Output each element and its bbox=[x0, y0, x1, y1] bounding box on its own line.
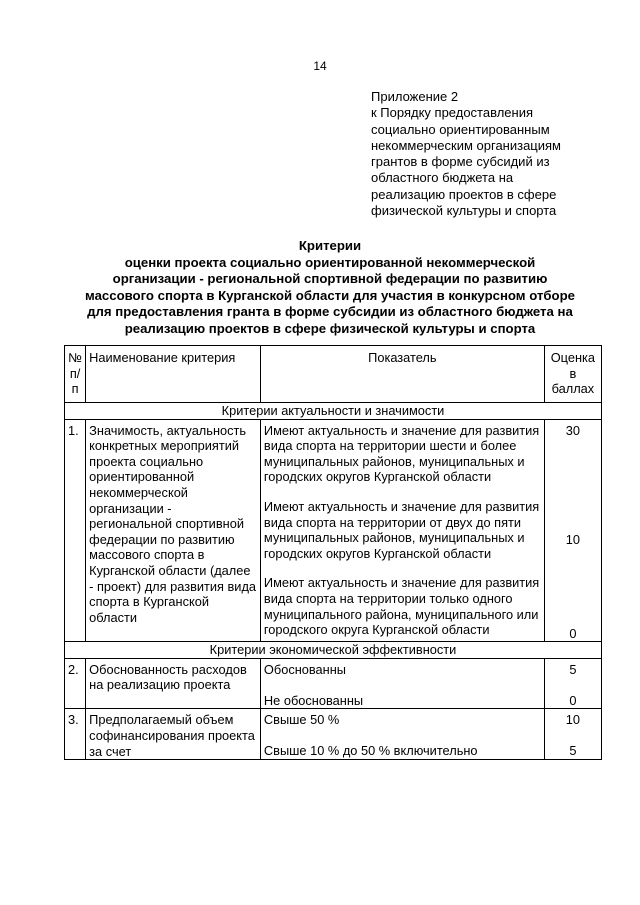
criterion-cell: Значимость, актуальность конкретных мероприятий проекта социально ориентированной некоммерческой организации - региональной спортивной федерации по развитию массового спорта в Курганской области (далее - проект) для развития вида спорта в Курганской области bbox=[86, 419, 261, 642]
page-number: 14 bbox=[313, 59, 327, 73]
title-line: массового спорта в Курганской области для участия в конкурсном отборе bbox=[84, 287, 576, 303]
indicator-text: Имеют актуальность и значение для развития вида спорта на территории шести и более муниципальных районов, муниципальных и городских округов Курганской области bbox=[263, 422, 540, 485]
table-row bbox=[65, 658, 602, 709]
row-num: 1. bbox=[65, 419, 86, 642]
score-value: 0 bbox=[569, 692, 577, 708]
score-value: 5 bbox=[569, 661, 577, 677]
appendix-line: Приложение 2 bbox=[371, 89, 459, 104]
appendix-line: реализацию проектов в сфере bbox=[371, 186, 557, 202]
indicator-cell bbox=[260, 658, 544, 709]
header-indicator: Показатель bbox=[260, 346, 544, 403]
appendix-line: некоммерческим организациям bbox=[371, 137, 561, 153]
appendix-line: социально ориентированным bbox=[371, 121, 550, 137]
table-row bbox=[65, 709, 602, 760]
indicator-text: Имеют актуальность и значение для развития вида спорта на территории только одного муниципального района, муниципального или городского округа Курганской области bbox=[263, 575, 540, 638]
score-cell bbox=[544, 709, 601, 760]
appendix-line: областного бюджета на bbox=[371, 170, 514, 186]
table-header-row bbox=[65, 346, 602, 403]
header-score: Оценка в баллах bbox=[544, 346, 601, 403]
appendix-line: грантов в форме субсидий из bbox=[371, 154, 550, 170]
document-title bbox=[60, 238, 600, 337]
score-cell bbox=[544, 419, 601, 642]
appendix-line: физической культуры и спорта bbox=[371, 203, 557, 219]
indicator-text: Свыше 10 % до 50 % включительно bbox=[263, 743, 478, 759]
indicator-text: Обоснованны bbox=[263, 661, 347, 677]
section-row bbox=[65, 642, 602, 659]
title-line: реализацию проектов в сфере физической культуры и спорта bbox=[124, 320, 536, 336]
indicator-text: Свыше 50 % bbox=[263, 712, 340, 728]
score-value: 10 bbox=[565, 712, 580, 728]
title-line: организации - региональной спортивной федерации по развитию bbox=[112, 271, 548, 286]
indicator-text: Имеют актуальность и значение для развития вида спорта на территории от двух до пяти муниципальных районов, муниципальных и городских округов Курганской области bbox=[263, 498, 540, 561]
section-row bbox=[65, 403, 602, 420]
row-num: 2. bbox=[65, 658, 86, 709]
title-line: для предоставления гранта в форме субсидии из областного бюджета на bbox=[87, 304, 573, 319]
header-criterion: Наименование критерия bbox=[86, 346, 261, 403]
indicator-text: Не обоснованны bbox=[263, 692, 364, 708]
criteria-table bbox=[64, 345, 602, 760]
section-title: Критерии экономической эффективности bbox=[65, 642, 602, 659]
indicator-cell bbox=[260, 419, 544, 642]
header-num: № п/п bbox=[65, 346, 86, 403]
appendix-header bbox=[371, 89, 611, 219]
title-line: Критерии bbox=[298, 238, 362, 253]
score-value: 30 bbox=[565, 422, 580, 438]
table-row bbox=[65, 419, 602, 642]
score-value: 5 bbox=[569, 743, 577, 759]
criterion-cell: Обоснованность расходов на реализацию проекта bbox=[86, 658, 261, 709]
score-cell bbox=[544, 658, 601, 709]
title-line: оценки проекта социально ориентированной некоммерческой bbox=[124, 254, 536, 270]
appendix-line: к Порядку предоставления bbox=[371, 105, 533, 121]
criterion-cell: Предполагаемый объем софинансирования проекта за счет bbox=[86, 709, 261, 760]
score-value: 0 bbox=[569, 625, 577, 641]
indicator-cell bbox=[260, 709, 544, 760]
score-value: 10 bbox=[565, 531, 580, 547]
section-title: Критерии актуальности и значимости bbox=[65, 403, 602, 420]
row-num: 3. bbox=[65, 709, 86, 760]
